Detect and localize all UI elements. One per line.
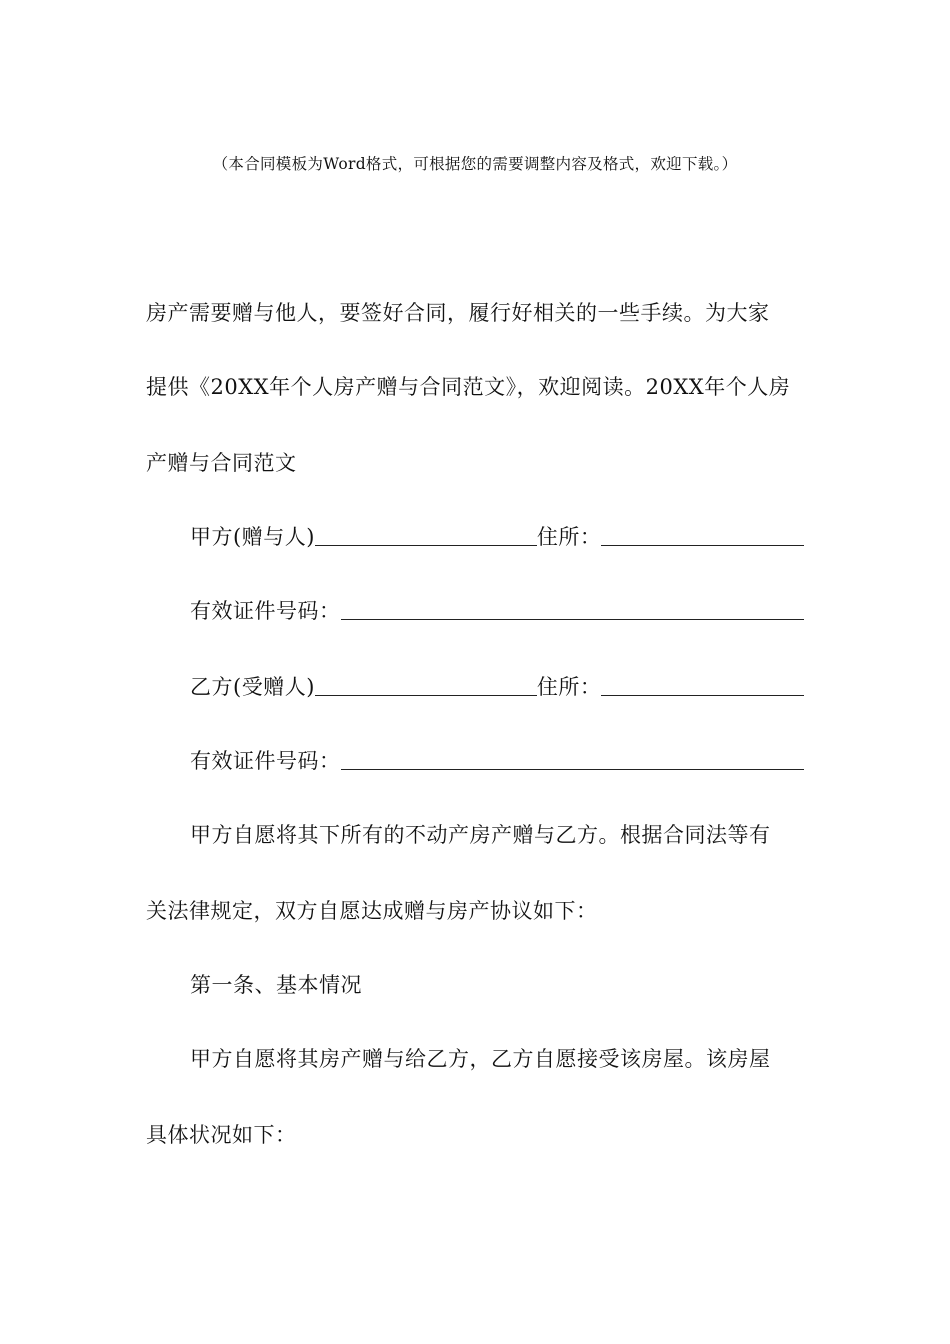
donee-id-blank[interactable] xyxy=(341,749,805,770)
paragraph-2-line-2: 具体状况如下： xyxy=(146,1123,297,1147)
donor-address-label: 住所： xyxy=(536,525,602,549)
donee-name-blank[interactable] xyxy=(315,675,537,696)
paragraph-1-line-2: 关法律规定，双方自愿达成赠与房产协议如下： xyxy=(146,899,598,923)
intro-line-2: 提供《20XX年个人房产赠与合同范文》，欢迎阅读。20XX年个人房 xyxy=(146,375,791,399)
donor-row xyxy=(190,522,804,552)
paragraph-1-line-1: 甲方自愿将其下所有的不动产房产赠与乙方。根据合同法等有 xyxy=(190,823,771,847)
donor-address-blank[interactable] xyxy=(601,525,804,546)
donor-id-row xyxy=(190,596,804,626)
donee-id-row xyxy=(190,746,804,776)
donor-id-label: 有效证件号码： xyxy=(190,599,341,623)
donee-address-label: 住所： xyxy=(536,675,602,699)
donor-label: 甲方(赠与人) xyxy=(190,525,315,549)
donee-address-blank[interactable] xyxy=(601,675,804,696)
template-note: （本合同模板为Word格式，可根据您的需要调整内容及格式，欢迎下载。） xyxy=(212,155,738,173)
donee-label: 乙方(受赠人) xyxy=(190,675,315,699)
intro-line-1: 房产需要赠与他人，要签好合同，履行好相关的一些手续。为大家 xyxy=(146,301,770,325)
donee-row xyxy=(190,672,804,702)
donee-id-label: 有效证件号码： xyxy=(190,749,341,773)
donor-id-blank[interactable] xyxy=(341,599,805,620)
article-1-title: 第一条、基本情况 xyxy=(190,973,362,997)
donor-name-blank[interactable] xyxy=(315,525,537,546)
paragraph-2-line-1: 甲方自愿将其房产赠与给乙方，乙方自愿接受该房屋。该房屋 xyxy=(190,1047,771,1071)
intro-line-3: 产赠与合同范文 xyxy=(146,451,297,475)
